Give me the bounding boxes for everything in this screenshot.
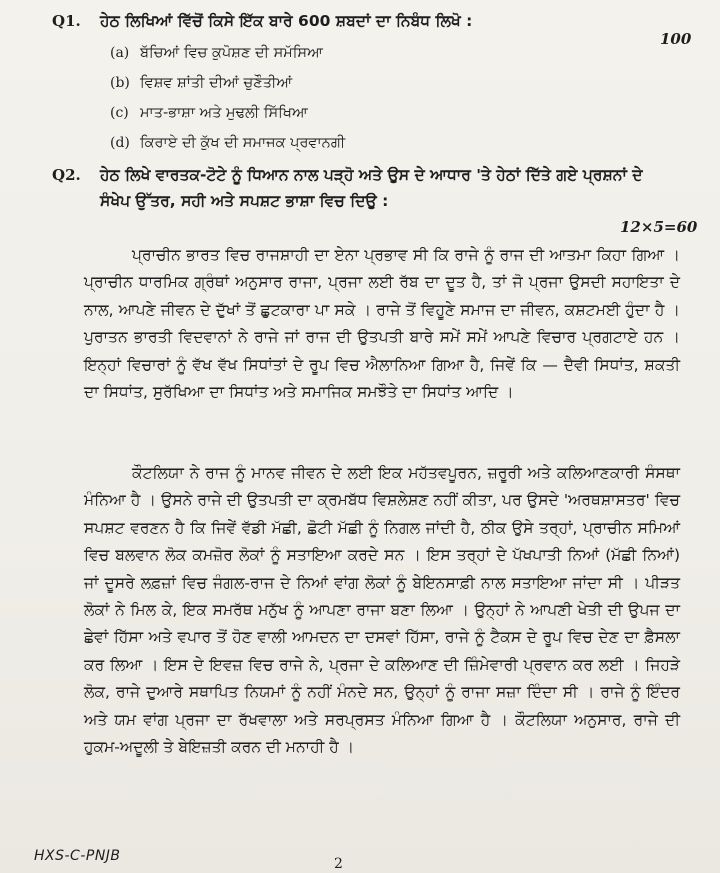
marks-q1: 100 <box>660 30 692 48</box>
option-item <box>110 68 630 98</box>
option-item <box>110 128 630 158</box>
question-text: ਹੇਠ ਲਿਖਿਆਂ ਵਿੱਚੋਂ ਕਿਸੇ ਇੱਕ ਬਾਰੇ 600 ਸ਼ਬਦਾਂ ਦਾ ਨਿਬੰਧ ਲਿਖੋ : <box>100 12 473 30</box>
passage-paragraph-2: ਕੌਟਲਿਯਾ ਨੇ ਰਾਜ ਨੂੰ ਮਾਨਵ ਜੀਵਨ ਦੇ ਲਈ ਇਕ ਮਹੱਤਵਪੂਰਨ, ਜ਼ਰੂਰੀ ਅਤੇ ਕਲਿਆਣਕਾਰੀ ਸੰਸਥਾ ਮੰਨਿਆ ਹੈ । ਉਸਨੇ ਰਾਜੇ ਦੀ ਉਤਪਤੀ ਦਾ ਕ੍ਰਮਬੱਧ ਵਿਸ਼ਲੇਸ਼ਣ ਨਹੀਂ ਕੀਤਾ, ਪਰ ਉਸਦੇ 'ਅਰਥਸ਼ਾਸਤਰ' ਵਿਚ ਸਪਸ਼ਟ ਵਰਣਨ ਹੈ ਕਿ ਜਿਵੇਂ ਵੱਡੀ ਮੱਛੀ, ਛੋਟੀ ਮੱਛੀ ਨੂੰ ਨਿਗਲ ਜਾਂਦੀ ਹੈ, ਠੀਕ ਉਸੇ ਤਰ੍ਹਾਂ, ਪ੍ਰਾਚੀਨ ਸਮਿਆਂ ਵਿਚ ਬਲਵਾਨ ਲੋਕ ਕਮਜ਼ੋਰ ਲੋਕਾਂ ਨੂੰ ਸਤਾਇਆ ਕਰਦੇ ਸਨ । ਇਸ ਤਰ੍ਹਾਂ ਦੇ ਪੱਖਪਾਤੀ ਨਿਆਂ (ਮੱਛੀ ਨਿਆਂ) ਜਾਂ ਦੂਸਰੇ ਲਫ਼ਜ਼ਾਂ ਵਿਚ ਜੰਗਲ-ਰਾਜ ਦੇ ਨਿਆਂ ਵਾਂਗ ਲੋਕਾਂ ਨੂੰ ਬੇਇਨਸਾਫ਼ੀ ਨਾਲ ਸਤਾਇਆ ਜਾਂਦਾ ਸੀ । ਪੀੜਤ ਲੋਕਾਂ ਨੇ ਮਿਲ ਕੇ, ਇਕ ਸਮਰੱਥ ਮਨੁੱਖ ਨੂੰ ਆਪਣਾ ਰਾਜਾ ਬਣਾ ਲਿਆ । ਉਨ੍ਹਾਂ ਨੇ ਆਪਣੀ ਖੇਤੀ ਦੀ ਉਪਜ ਦਾ ਛੇਵਾਂ ਹਿੱਸਾ ਅਤੇ ਵਪਾਰ ਤੋਂ ਹੋਣ ਵਾਲੀ ਆਮਦਨ ਦਾ ਦਸਵਾਂ ਹਿੱਸਾ, ਰਾਜੇ ਨੂੰ ਟੈਕਸ ਦੇ ਰੂਪ ਵਿਚ ਦੇਣ ਦਾ ਫ਼ੈਸਲਾ ਕਰ ਲਿਆ । ਇਸ ਦੇ ਇਵਜ਼ ਵਿਚ ਰਾਜੇ ਨੇ, ਪ੍ਰਜਾ ਦੇ ਕਲਿਆਣ ਦੀ ਜ਼ਿੰਮੇਵਾਰੀ ਪ੍ਰਵਾਨ ਕਰ ਲਈ । ਜਿਹੜੇ ਲੋਕ, ਰਾਜੇ ਦੁਆਰੇ ਸਥਾਪਿਤ ਨਿਯਮਾਂ ਨੂੰ ਨਹੀਂ ਮੰਨਦੇ ਸਨ, ਉਨ੍ਹਾਂ ਨੂੰ ਰਾਜਾ ਸਜ਼ਾ ਦਿੰਦਾ ਸੀ । ਰਾਜੇ ਨੂੰ ਇੰਦਰ ਅਤੇ ਯਮ ਵਾਂਗ ਪ੍ਰਜਾ ਦਾ ਰੱਖਵਾਲਾ ਅਤੇ ਸਰਪ੍ਰਸਤ ਮੰਨਿਆ ਗਿਆ ਹੈ । ਕੌਟਲਿਯਾ ਅਨੁਸਾਰ, ਰਾਜੇ ਦੀ ਹੁਕਮ-ਅਦੂਲੀ ਤੇ ਬੇਇਜ਼ਤੀ ਕਰਨ ਦੀ ਮਨਾਹੀ ਹੈ । <box>84 464 680 757</box>
option-text: ਵਿਸ਼ਵ ਸ਼ਾਂਤੀ ਦੀਆਂ ਚੁਣੌਤੀਆਂ <box>140 75 293 91</box>
paper-code: HXS-C-PNJB <box>34 848 121 864</box>
option-letter: (a) <box>110 45 130 61</box>
question-number: Q1. <box>52 12 81 30</box>
marks-q2: 12×5=60 <box>620 218 698 236</box>
option-letter: (b) <box>110 75 130 91</box>
option-item <box>110 38 630 68</box>
question-number: Q2. <box>52 166 81 184</box>
essay-options <box>110 38 630 158</box>
option-text: ਕਿਰਾਏ ਦੀ ਕੁੱਖ ਦੀ ਸਮਾਜਕ ਪ੍ਰਵਾਨਗੀ <box>140 135 346 151</box>
option-text: ਬੱਚਿਆਂ ਵਿਚ ਕੁਪੋਸ਼ਣ ਦੀ ਸਮੱਸਿਆ <box>140 45 323 61</box>
option-text: ਮਾਤ-ਭਾਸ਼ਾ ਅਤੇ ਮੁਢਲੀ ਸਿੱਖਿਆ <box>140 105 308 121</box>
option-letter: (c) <box>110 105 129 121</box>
page-number: 2 <box>334 856 343 872</box>
passage-paragraph-1: ਪ੍ਰਾਚੀਨ ਭਾਰਤ ਵਿਚ ਰਾਜਸ਼ਾਹੀ ਦਾ ਏਨਾ ਪ੍ਰਭਾਵ ਸੀ ਕਿ ਰਾਜੇ ਨੂੰ ਰਾਜ ਦੀ ਆਤਮਾ ਕਿਹਾ ਗਿਆ । ਪ੍ਰਾਚੀਨ ਧਾਰਮਿਕ ਗ੍ਰੰਥਾਂ ਅਨੁਸਾਰ ਰਾਜਾ, ਪ੍ਰਜਾ ਲਈ ਰੱਬ ਦਾ ਦੂਤ ਹੈ, ਤਾਂ ਜੋ ਪ੍ਰਜਾ ਉਸਦੀ ਸਹਾਇਤਾ ਦੇ ਨਾਲ, ਆਪਣੇ ਜੀਵਨ ਦੇ ਦੁੱਖਾਂ ਤੋਂ ਛੁਟਕਾਰਾ ਪਾ ਸਕੇ । ਰਾਜੇ ਤੋਂ ਵਿਹੂਣੇ ਸਮਾਜ ਦਾ ਜੀਵਨ, ਕਸ਼ਟਮਈ ਹੁੰਦਾ ਹੈ । ਪੁਰਾਤਨ ਭਾਰਤੀ ਵਿਦਵਾਨਾਂ ਨੇ ਰਾਜੇ ਜਾਂ ਰਾਜ ਦੀ ਉਤਪਤੀ ਬਾਰੇ ਸਮੇਂ ਸਮੇਂ ਆਪਣੇ ਵਿਚਾਰ ਪ੍ਰਗਟਾਏ ਹਨ । ਇਨ੍ਹਾਂ ਵਿਚਾਰਾਂ ਨੂੰ ਵੱਖ ਵੱਖ ਸਿਧਾਂਤਾਂ ਦੇ ਰੂਪ ਵਿਚ ਐਲਾਨਿਆ ਗਿਆ ਹੈ, ਜਿਵੇਂ ਕਿ — ਦੈਵੀ ਸਿਧਾਂਤ, ਸ਼ਕਤੀ ਦਾ ਸਿਧਾਂਤ, ਸੁਰੱਖਿਆ ਦਾ ਸਿਧਾਂਤ ਅਤੇ ਸਮਾਜਿਕ ਸਮਝੌਤੇ ਦਾ ਸਿਧਾਂਤ ਆਦਿ । <box>84 246 680 402</box>
question-text: ਹੇਠ ਲਿਖੇ ਵਾਰਤਕ-ਟੋਟੇ ਨੂੰ ਧਿਆਨ ਨਾਲ ਪੜ੍ਹੋ ਅਤੇ ਉਸ ਦੇ ਆਧਾਰ 'ਤੇ ਹੇਠਾਂ ਦਿੱਤੇ ਗਏ ਪ੍ਰਸ਼ਨਾਂ ਦੇ ਸੰਖੇਪ ਉੱਤਰ, ਸਹੀ ਅਤੇ ਸਪਸ਼ਟ ਭਾਸ਼ਾ ਵਿਚ ਦਿਉ : <box>100 166 643 210</box>
option-letter: (d) <box>110 135 130 151</box>
option-item <box>110 98 630 128</box>
